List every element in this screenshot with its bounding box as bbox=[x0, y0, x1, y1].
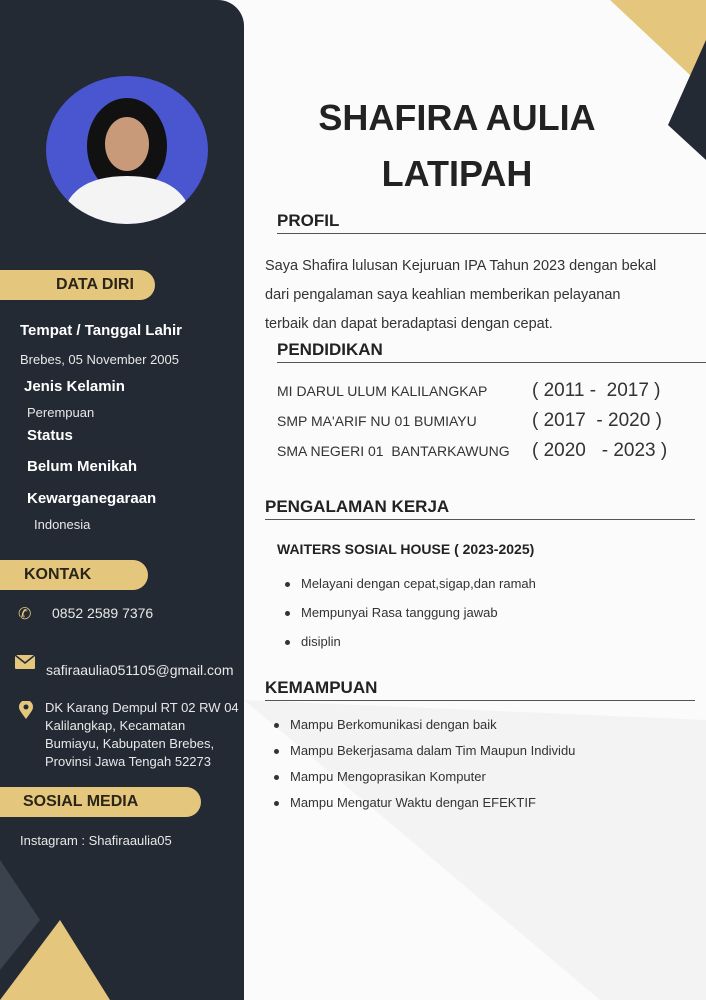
list-item: Mampu Bekerjasama dalam Tim Maupun Individu bbox=[274, 743, 575, 769]
phone-icon: ✆ bbox=[18, 606, 32, 623]
education-list bbox=[277, 376, 697, 466]
profil-line: dari pengalaman saya keahlian memberikan pelayanan bbox=[265, 287, 621, 303]
job-title: WAITERS SOSIAL HOUSE ( 2023-2025) bbox=[277, 541, 535, 557]
school: MI DARUL ULUM KALILANGKAP bbox=[277, 383, 488, 399]
name-line1: SHAFIRA AULIA bbox=[318, 97, 596, 138]
kontak-heading: KONTAK bbox=[0, 560, 148, 590]
school: SMA NEGERI 01 BANTARKAWUNG bbox=[277, 443, 510, 459]
data-diri-heading: DATA DIRI bbox=[0, 270, 155, 300]
sidebar-corner-shapes bbox=[0, 860, 244, 1000]
citizenship-value: Indonesia bbox=[34, 517, 91, 532]
kemampuan-heading: KEMAMPUAN bbox=[265, 678, 695, 701]
address-line: Kalilangkap, Kecamatan bbox=[45, 718, 186, 733]
school: SMP MA'ARIF NU 01 BUMIAYU bbox=[277, 413, 477, 429]
list-item: Mampu Mengoprasikan Komputer bbox=[274, 769, 575, 795]
address-line: Bumiayu, Kabupaten Brebes, bbox=[45, 736, 215, 751]
gender-label: Jenis Kelamin bbox=[24, 378, 125, 395]
gender-value: Perempuan bbox=[27, 405, 95, 420]
address bbox=[45, 699, 239, 771]
education-item bbox=[277, 376, 697, 406]
profil-line: Saya Shafira lulusan Kejuruan IPA Tahun 2023 dengan bekal bbox=[265, 258, 657, 274]
list-item: Mempunyai Rasa tanggung jawab bbox=[285, 605, 536, 634]
status-label: Status bbox=[27, 427, 73, 444]
profil-text bbox=[265, 252, 656, 339]
pengalaman-heading: PENGALAMAN KERJA bbox=[265, 497, 695, 520]
years: ( 2011 - 2017 ) bbox=[532, 380, 661, 401]
location-pin-icon bbox=[19, 701, 33, 719]
years: ( 2020 - 2023 ) bbox=[532, 440, 668, 461]
profil-heading: PROFIL bbox=[277, 211, 706, 234]
birth-value: Brebes, 05 November 2005 bbox=[20, 352, 179, 367]
address-line: Provinsi Jawa Tengah 52273 bbox=[45, 754, 211, 769]
birth-label: Tempat / Tanggal Lahir bbox=[20, 322, 182, 339]
address-line: DK Karang Dempul RT 02 RW 04 bbox=[45, 700, 239, 715]
email-address: safiraaulia051105@gmail.com bbox=[46, 662, 234, 678]
citizenship-label: Kewarganegaraan bbox=[27, 490, 157, 507]
list-item: Melayani dengan cepat,sigap,dan ramah bbox=[285, 576, 536, 605]
education-item bbox=[277, 406, 697, 436]
skills-list bbox=[274, 717, 575, 821]
list-item: Mampu Berkomunikasi dengan baik bbox=[274, 717, 575, 743]
instagram-handle: Instagram : Shafiraaulia05 bbox=[20, 833, 172, 848]
email-icon bbox=[15, 655, 35, 669]
list-item: disiplin bbox=[285, 634, 536, 663]
name-line2: LATIPAH bbox=[381, 153, 533, 194]
full-name bbox=[262, 90, 652, 202]
list-item: Mampu Mengatur Waktu dengan EFEKTIF bbox=[274, 795, 575, 821]
status-value: Belum Menikah bbox=[27, 458, 138, 475]
phone-number: 0852 2589 7376 bbox=[52, 605, 154, 621]
years: ( 2017 - 2020 ) bbox=[532, 410, 662, 431]
sosial-media-heading: SOSIAL MEDIA bbox=[0, 787, 201, 817]
profile-photo bbox=[46, 76, 208, 224]
profil-line: terbaik dan dapat beradaptasi dengan cepat. bbox=[265, 316, 553, 332]
job-duties bbox=[285, 576, 536, 663]
education-item bbox=[277, 436, 697, 466]
pendidikan-heading: PENDIDIKAN bbox=[277, 340, 706, 363]
